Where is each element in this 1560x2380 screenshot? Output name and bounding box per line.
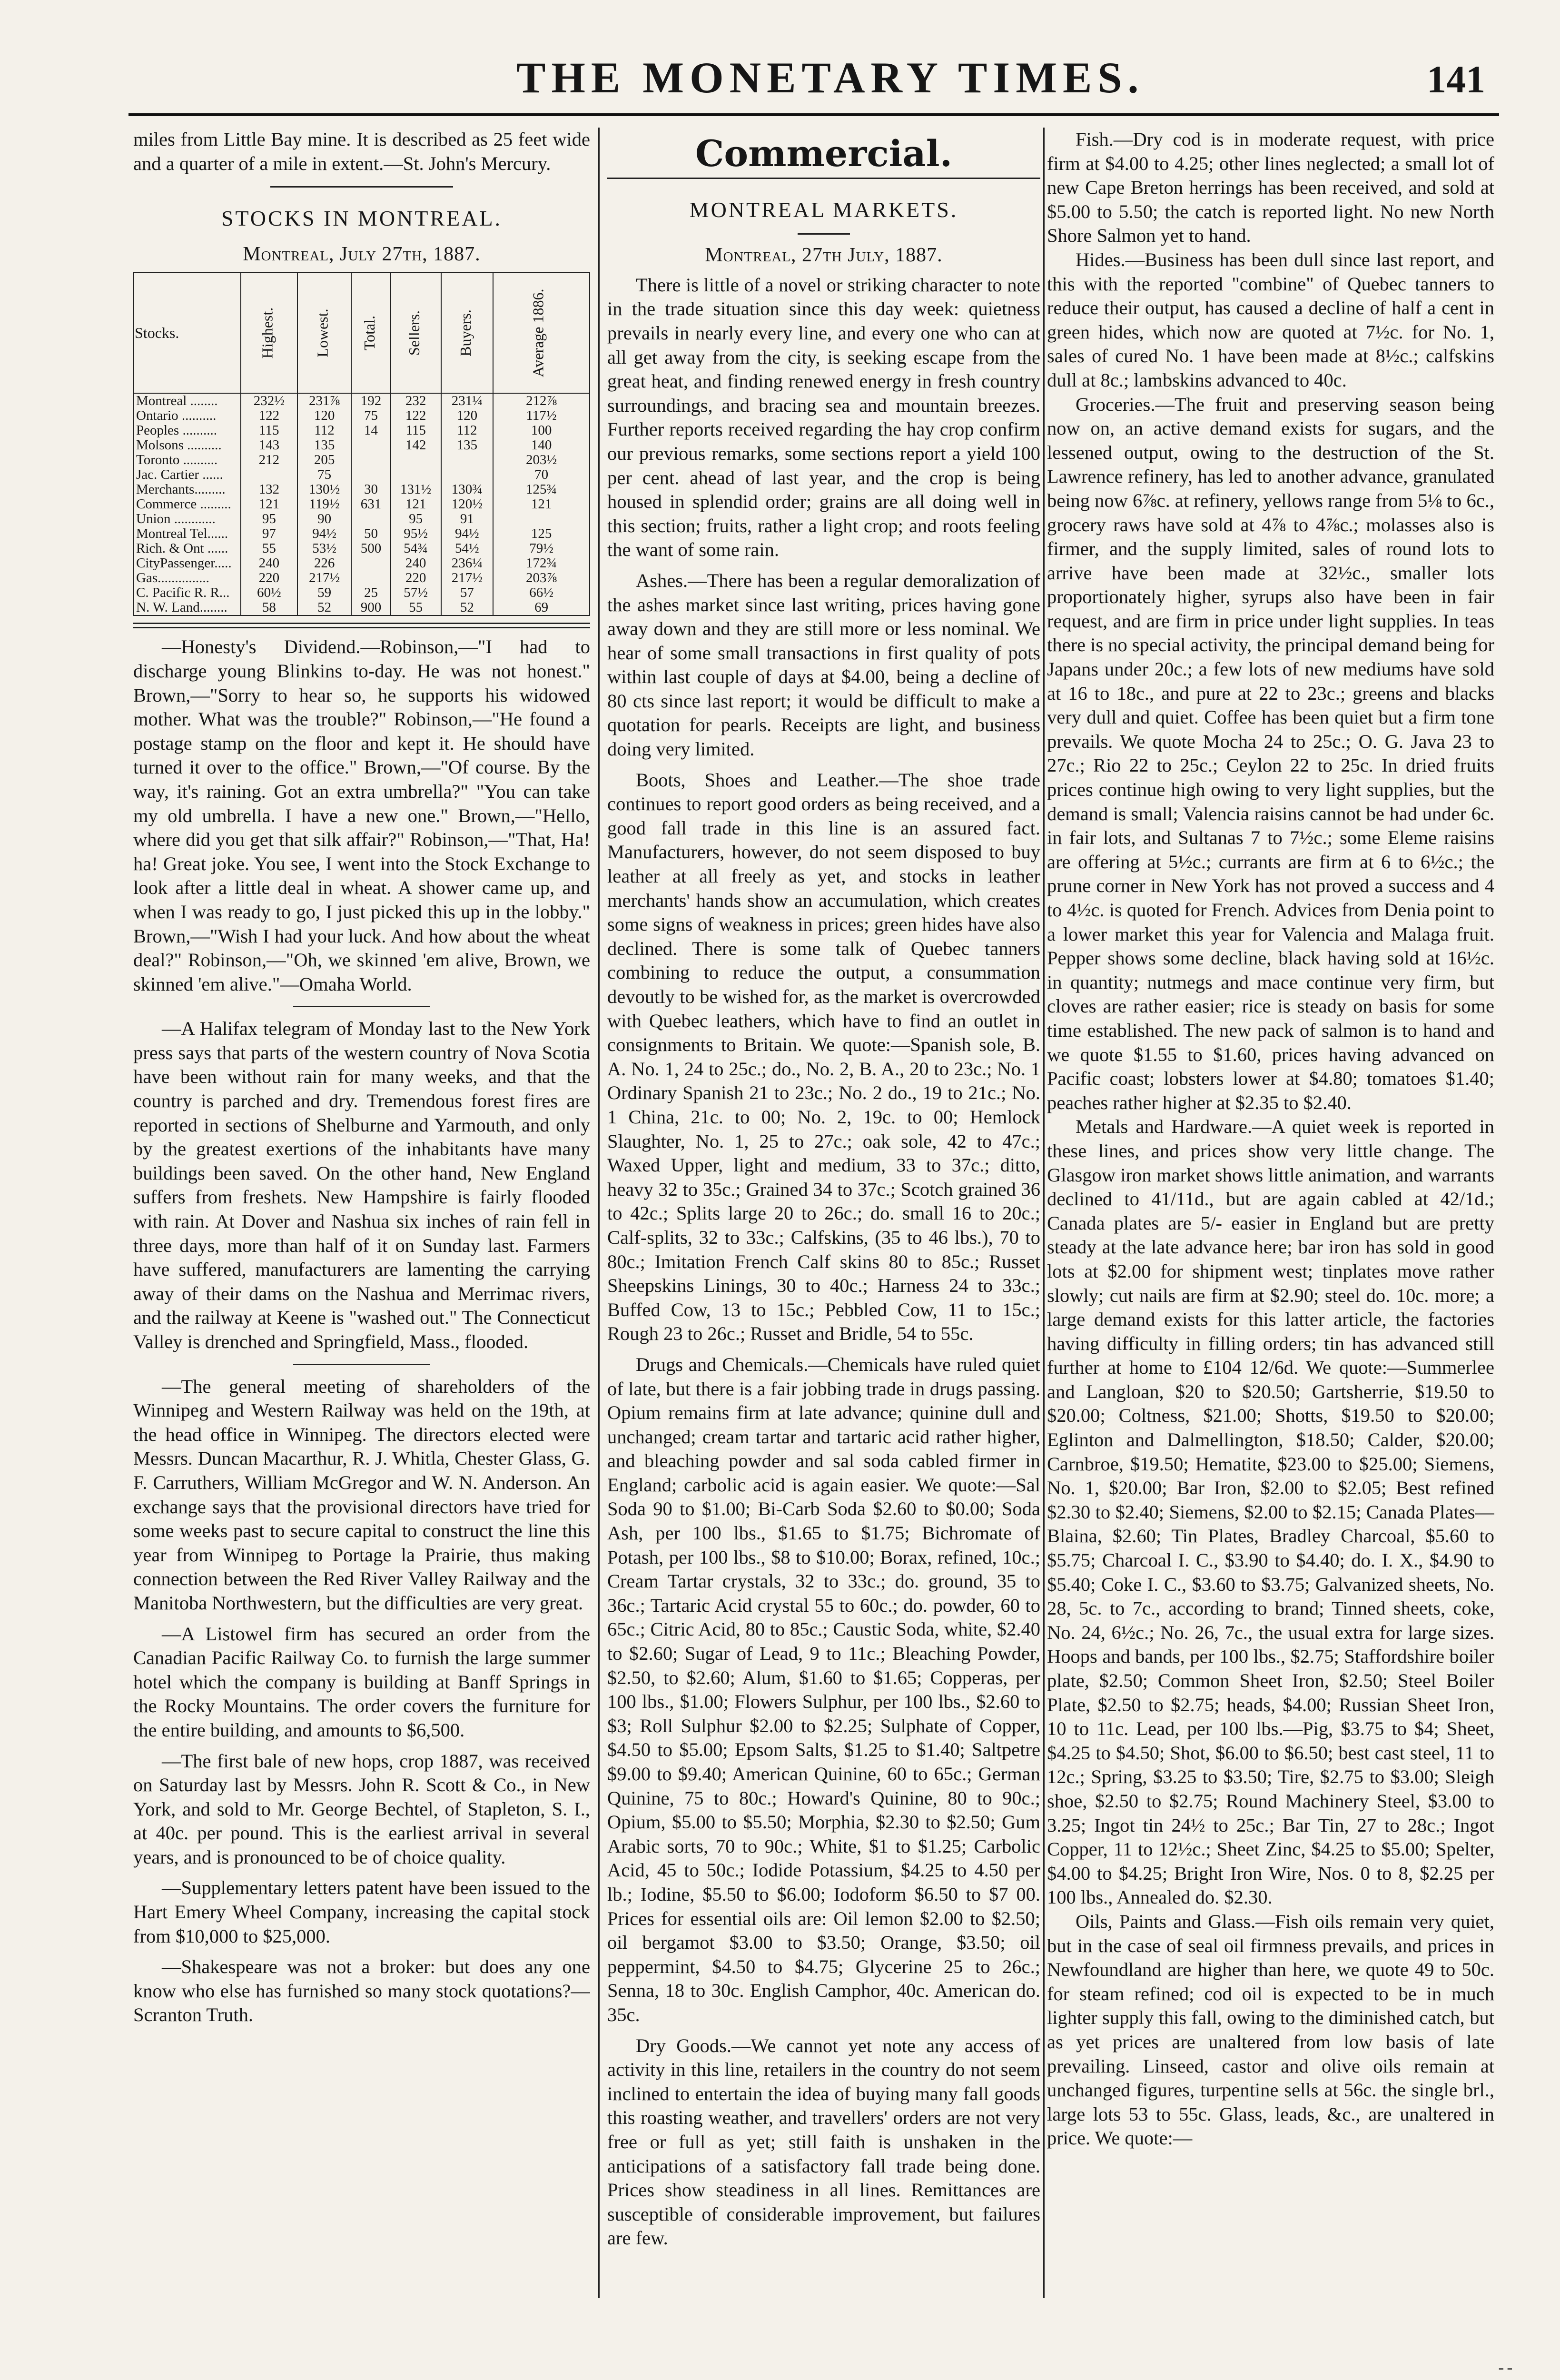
stock-value-cell: 172¾: [493, 556, 590, 571]
table-row: [134, 467, 590, 482]
stock-value-cell: 90: [297, 512, 351, 526]
stock-value-cell: 115: [241, 423, 297, 438]
stock-value-cell: 120½: [441, 497, 494, 512]
stock-value-cell: [391, 453, 441, 467]
stock-value-cell: 203½: [493, 453, 590, 467]
section-title: Commercial.: [695, 132, 953, 175]
stock-value-cell: 132: [241, 482, 297, 497]
divider: [133, 623, 590, 628]
stock-value-cell: 130½: [297, 482, 351, 497]
stock-value-cell: 203⅞: [493, 571, 590, 585]
table-row: [134, 585, 590, 600]
stocks-table-body: [134, 393, 590, 615]
article-fish: Fish.—Dry cod is in moderate request, with price firm at $4.00 to 4.25; other lines neglected; a small lot of new Cape Breton herrings has been received, and sold at $5.00 to 5.50; the catch is reported light. No new North Shore Salmon yet to hand.: [1047, 129, 1494, 247]
stock-value-cell: [351, 571, 391, 585]
header-buyers: Buyers.: [441, 272, 494, 393]
column-3: [1047, 128, 1494, 2298]
table-row: [134, 393, 590, 408]
stock-value-cell: [391, 467, 441, 482]
stock-value-cell: 54¾: [391, 541, 441, 556]
stock-value-cell: 97: [241, 526, 297, 541]
stock-value-cell: 232½: [241, 393, 297, 408]
stock-value-cell: 192: [351, 393, 391, 408]
table-row: [134, 571, 590, 585]
stock-value-cell: 122: [391, 408, 441, 423]
stock-value-cell: 220: [241, 571, 297, 585]
stock-value-cell: 70: [493, 467, 590, 482]
stock-value-cell: 900: [351, 600, 391, 615]
stock-value-cell: [441, 467, 494, 482]
stock-value-cell: 95½: [391, 526, 441, 541]
stock-name-cell: Rich. & Ont ......: [134, 541, 241, 556]
stock-value-cell: 117½: [493, 408, 590, 423]
masthead: [0, 52, 1560, 105]
table-row: [134, 556, 590, 571]
stock-value-cell: 54½: [441, 541, 494, 556]
article-hides: Hides.—Business has been dull since last report, and this with the reported "combine" of Quebec tanners to reduce their output, has caused a decline of half a cent in green hides, which now are quoted at 7½c. for No. 1, sales of cured No. 1 have been made at 8½c.; calfskins dull at 8c.; lambskins advanced to 40c.: [1047, 248, 1494, 391]
article-ashes: Ashes.—There has been a regular demoralization of the ashes market since last writing, prices having gone away down and they are still more or less nominal. We hear of some small transactions in first quality of pots within last couple of days at $4.00, being a decline of 80 cts since last report; it would be difficult to make a quotation for pearls. Receipts are light, and business doing very limited.: [607, 569, 1040, 760]
stock-value-cell: 53½: [297, 541, 351, 556]
article-boots: Boots, Shoes and Leather.—The shoe trade continues to report good orders as being received, and a good fall trade in this line is an assured fact. Manufacturers, however, do not seem disposed to buy leather at all freely as yet, and stocks in leather merchants' hands show an accumulation, which creates some signs of weakness in prices; green hides have also declined. There is some talk of Quebec tanners combining to reduce the output, a consummation devoutly to be wished for, as the market is overcrowded with Quebec leathers, which have to find an outlet in consignments to Britain. We quote:—Spanish sole, B. A. No. 1, 24 to 25c.; do., No. 2, B. A., 20 to 23c.; No. 1 Ordinary Spanish 21 to 23c.; No. 2 do., 19 to 21c.; No. 1 China, 21c. to 00; No. 2, 19c. to 00; Hemlock Slaughter, No. 1, 25 to 27c.; oak sole, 42 to 47c.; Waxed Upper, light and medium, 33 to 37c.; ditto, heavy 32 to 35c.; Grained 34 to 37c.; Scotch grained 36 to 42c.; Splits large 20 to 26c.; do. small 16 to 20c.; Calf-splits, 32 to 33c.; Calfskins, (35 to 46 lbs.), 70 to 80c.; Imitation French Calf skins 80 to 85c.; Russet Sheepskins Linings, 30 to 40c.; Harness 24 to 33c.; Buffed Cow, 13 to 15c.; Pebbled Cow, 11 to 15c.; Rough 23 to 26c.; Russet and Bridle, 54 to 55c.: [607, 769, 1040, 1345]
table-row: [134, 600, 590, 615]
stock-value-cell: 91: [441, 512, 494, 526]
stock-value-cell: 60½: [241, 585, 297, 600]
stock-value-cell: 121: [241, 497, 297, 512]
header-total: Total.: [351, 272, 391, 393]
stock-value-cell: 143: [241, 438, 297, 453]
table-row: [134, 453, 590, 467]
stock-value-cell: 240: [241, 556, 297, 571]
stock-value-cell: 100: [493, 423, 590, 438]
stock-value-cell: 55: [241, 541, 297, 556]
stock-value-cell: 631: [351, 497, 391, 512]
stock-value-cell: 140: [493, 438, 590, 453]
table-row: [134, 526, 590, 541]
stock-value-cell: 75: [297, 467, 351, 482]
stocks-date: Montreal, July 27th, 1887.: [243, 243, 481, 265]
stock-value-cell: 121: [493, 497, 590, 512]
table-row: [134, 438, 590, 453]
stock-name-cell: CityPassenger.....: [134, 556, 241, 571]
stock-name-cell: Commerce .........: [134, 497, 241, 512]
stock-value-cell: 121: [391, 497, 441, 512]
stock-value-cell: 52: [297, 600, 351, 615]
newspaper-title: THE MONETARY TIMES.: [516, 53, 1145, 102]
article-listowel: —A Listowel firm has secured an order from the Canadian Pacific Railway Co. to furnish the large summer hotel which the company is building at Banff Springs in the Rocky Mountains. The order covers the furniture for the entire building, and amounts to $6,500.: [133, 1623, 590, 1741]
stock-value-cell: 30: [351, 482, 391, 497]
divider: [607, 178, 1040, 179]
stock-value-cell: 205: [297, 453, 351, 467]
stock-value-cell: 130¾: [441, 482, 494, 497]
stock-value-cell: 131½: [391, 482, 441, 497]
stock-value-cell: 52: [441, 600, 494, 615]
header-sellers: Sellers.: [391, 272, 441, 393]
stock-value-cell: 212⅞: [493, 393, 590, 408]
stock-name-cell: Ontario ..........: [134, 408, 241, 423]
stock-value-cell: 66½: [493, 585, 590, 600]
stock-name-cell: Montreal ........: [134, 393, 241, 408]
stock-value-cell: 220: [391, 571, 441, 585]
article-oils: Oils, Paints and Glass.—Fish oils remain very quiet, but in the case of seal oil firmness prevails, and prices in Newfoundland are higher than here, we quote 49 to 50c. for steam refined; cod oil is expected to be in much lighter supply this fall, owing to the diminished catch, but as yet prices are unaltered from low basis of late prevailing. Linseed, castor and olive oils remain at unchanged figures, turpentine sells at 56c. the single brl., large lots 53 to 55c. Glass, leads, &c., are unaltered in price. We quote:—: [1047, 1910, 1494, 2149]
stock-value-cell: 115: [391, 423, 441, 438]
divider: [293, 1364, 430, 1365]
stock-value-cell: 79½: [493, 541, 590, 556]
stock-value-cell: 231⅞: [297, 393, 351, 408]
article-groceries: Groceries.—The fruit and preserving season being now on, an active demand exists for sugars, and the lessened output, owing to the destruction of the St. Lawrence refinery, has led to another advance, granulated being now 6⅞c. at refinery, yellows range from 5⅛ to 6c., grocery raws have sold at 4⅞ to 4⅞c.; molasses also is firmer, and the supply limited, sales of round lots to arrive have been made at 32½c., smaller lots proportionately higher, syrups also have been in fair request, and are firm in price under light supplies. In teas there is no special activity, the principal demand being for Japans under 20c.; a few lots of new mediums have sold at 16 to 18c., and pure at 22 to 23c.; greens and blacks very dull and quiet. Coffee has been quiet but a firm tone prevails. We quote Mocha 24 to 25c.; O. G. Java 23 to 27c.; Rio 22 to 25c.; Ceylon 22 to 25c. In dried fruits prices continue high owing to very light supplies, but the demand is small; Valencia raisins cannot be had under 6c. in fair lots, and Sultanas 7 to 7½c.; some Eleme raisins are offering at 5½c.; currants are firm at 6 to 6½c.; the prune corner in New York has not proved a success and 4 to 4½c. is quoted for French. Advices from Denia point to a lower market this year for Valencia and Malaga fruit. Pepper shows some decline, black having sold at 16½c. in quantity; nutmegs and mace continue very firm, but cloves are rather easier; rice is steady on basis for some time established. The new pack of salmon is to hand and we quote $1.55 to $1.60, prices having advanced on Pacific coast; lobsters lower at $4.80; tomatoes $1.40; peaches rather higher at $2.35 to $2.40.: [1047, 393, 1494, 1113]
stock-value-cell: [241, 467, 297, 482]
stock-value-cell: [351, 453, 391, 467]
divider: [798, 233, 849, 235]
article-dry-goods: Dry Goods.—We cannot yet note any access of activity in this line, retailers in the country do not seem inclined to entertain the idea of buying many fall goods this roasting weather, and travellers' orders are not very free or full as yet; still faith is unshaken in the anticipations of a satisfactory fall trade being done. Prices show steadiness in all lines. Remittances are susceptible of considerable improvement, but failures are few.: [607, 2034, 1040, 2249]
header-average: Average 1886.: [493, 272, 590, 393]
stocks-heading: STOCKS IN MONTREAL.: [221, 206, 503, 231]
stock-value-cell: 119½: [297, 497, 351, 512]
stock-value-cell: 25: [351, 585, 391, 600]
table-row: [134, 423, 590, 438]
stocks-table-header: [134, 272, 590, 393]
stock-value-cell: 120: [441, 408, 494, 423]
header-highest: Highest.: [241, 272, 297, 393]
stock-value-cell: [351, 556, 391, 571]
stock-value-cell: 55: [391, 600, 441, 615]
stock-value-cell: 217½: [297, 571, 351, 585]
stock-value-cell: 59: [297, 585, 351, 600]
table-row: [134, 482, 590, 497]
table-row: [134, 512, 590, 526]
divider: [293, 1006, 430, 1007]
stock-name-cell: Merchants.........: [134, 482, 241, 497]
column-divider: [598, 128, 600, 2298]
stock-value-cell: 50: [351, 526, 391, 541]
header-lowest: Lowest.: [297, 272, 351, 393]
stock-value-cell: 57: [441, 585, 494, 600]
stock-value-cell: [441, 453, 494, 467]
page-number: 141: [1427, 58, 1485, 101]
stock-value-cell: [351, 467, 391, 482]
stock-name-cell: C. Pacific R. R...: [134, 585, 241, 600]
stock-value-cell: [493, 512, 590, 526]
divider: [270, 186, 453, 188]
stock-value-cell: 95: [391, 512, 441, 526]
stock-name-cell: Montreal Tel......: [134, 526, 241, 541]
stock-value-cell: 14: [351, 423, 391, 438]
article-honesty: —Honesty's Dividend.—Robinson,—"I had to discharge young Blinkins to-day. He was not honest." Brown,—"Sorry to hear so, he supports his widowed mother. What was the trouble?" Robinson,—"He found a postage stamp on the floor and kept it. He should have turned it over to the office." Brown,—"Of course. By the way, it's raining. Got an extra umbrella?" "You can take my old umbrella. I have a new one." Brown,—"Hello, where did you get that silk affair?" Robinson,—"That, Ha! ha! Great joke. You see, I went into the Stock Exchange to look after a little deal in wheat. A shower came up, and when I was ready to go, I just picked this up in the lobby." Brown,—"Wish I had your luck. And how about the wheat deal?" Robinson,—"Oh, we skinned 'em alive, Brown, we skinned 'em alive."—Omaha World.: [133, 636, 590, 995]
article-shakespeare: —Shakespeare was not a broker: but does any one know who else has furnished so many stock quotations?—Scranton Truth.: [133, 1956, 590, 2026]
stock-name-cell: N. W. Land........: [134, 600, 241, 615]
stock-value-cell: 217½: [441, 571, 494, 585]
stock-value-cell: 135: [297, 438, 351, 453]
stock-value-cell: 236¼: [441, 556, 494, 571]
stock-value-cell: 69: [493, 600, 590, 615]
header-rule: [128, 113, 1499, 116]
stock-value-cell: 122: [241, 408, 297, 423]
stock-value-cell: 112: [297, 423, 351, 438]
stock-value-cell: 135: [441, 438, 494, 453]
stock-value-cell: 112: [441, 423, 494, 438]
article-hops: —The first bale of new hops, crop 1887, was received on Saturday last by Messrs. John R. Scott & Co., in New York, and sold to Mr. George Bechtel, of Stapleton, S. I., at 40c. per pound. This is the earliest arrival in several years, and is pronounced to be of choice quality.: [133, 1750, 590, 1868]
stock-value-cell: 226: [297, 556, 351, 571]
article-drugs: Drugs and Chemicals.—Chemicals have ruled quiet of late, but there is a fair jobbing trade in drugs passing. Opium remains firm at late advance; quinine dull and unchanged; cream tartar and tartaric acid rather higher, and bleaching powder and sal soda cabled firmer in England; carbolic acid is again easier. We quote:—Sal Soda 90 to $1.00; Bi-Carb Soda $2.60 to $0.00; Soda Ash, per 100 lbs., $1.65 to $1.75; Bichromate of Potash, per 100 lbs., $8 to $10.00; Borax, refined, 10c.; Cream Tartar crystals, 32 to 33c.; do. ground, 35 to 36c.; Tartaric Acid crystal 55 to 60c.; do. powder, 60 to 65c.; Citric Acid, 80 to 85c.; Caustic Soda, white, $2.40 to $2.60; Sugar of Lead, 9 to 11c.; Bleaching Powder, $2.50, to $2.60; Alum, $1.60 to $1.65; Copperas, per 100 lbs., $1.00; Flowers Sulphur, per 100 lbs., $2.60 to $3; Roll Sulphur $2.00 to $2.25; Sulphate of Copper, $4.50 to $5.00; Epsom Salts, $1.25 to $1.40; Saltpetre $9.00 to $9.40; American Quinine, 60 to 65c.; German Quinine, 75 to 80c.; Howard's Quinine, 80 to 90c.; Opium, $5.00 to $5.50; Morphia, $2.30 to $2.50; Gum Arabic sorts, 70 to 90c.; White, $1 to $1.25; Carbolic Acid, 45 to 50c.; Iodide Potassium, $4.25 to 4.50 per lb.; Iodine, $5.50 to $6.00; Iodoform $6.50 to $7 00. Prices for essential oils are: Oil lemon $2.00 to $2.50; oil bergamot $3.00 to $3.50; Orange, $3.50; oil peppermint, $4.50 to $4.75; Glycerine 25 to 26c.; Senna, 18 to 30c. English Camphor, 40c. American do. 35c.: [607, 1353, 1040, 2025]
column-divider: [1043, 128, 1045, 2298]
column-2: [607, 128, 1040, 2298]
stock-value-cell: 212: [241, 453, 297, 467]
stock-value-cell: 232: [391, 393, 441, 408]
stock-value-cell: [351, 438, 391, 453]
stock-value-cell: 57½: [391, 585, 441, 600]
table-row: [134, 408, 590, 423]
stock-name-cell: Molsons ..........: [134, 438, 241, 453]
stocks-table: [133, 272, 590, 616]
article-metals: Metals and Hardware.—A quiet week is reported in these lines, and prices show very little change. The Glasgow iron market shows little animation, and warrants declined to 41/11d., but are again cabled at 42/1d.; Canada plates are 5/- easier in England but are pretty steady at the late advance here; bar iron has sold in good lots at $2.00 for shipment west; tinplates move rather slowly; cut nails are firm at $2.90; steel do. 10c. more; a large demand exists for this latter article, the factories having difficulty in filling orders; tin has advanced still further at home to £104 12/6d. We quote:—Summerlee and Langloan, $20 to $20.50; Gartsherrie, $19.50 to $20.00; Coltness, $21.00; Shotts, $19.50 to $20.00; Eglinton and Dalmellington, $18.50; Calder, $20.00; Carnbroe, $19.50; Hematite, $23.00 to $25.00; Siemens, No. 1, $20.00; Bar Iron, $2.00 to $2.05; Best refined $2.30 to $2.40; Siemens, $2.00 to $2.15; Canada Plates—Blaina, $2.60; Tin Plates, Bradley Charcoal, $5.60 to $5.75; Charcoal I. C., $3.90 to $4.40; do. I. X., $4.90 to $5.40; Coke I. C., $3.60 to $3.75; Galvanized sheets, No. 28, 5c. to 7c., according to brand; Tinned sheets, coke, No. 24, 6½c.; No. 26, 7c., the usual extra for large sizes. Hoops and bands, per 100 lbs., $2.75; Staffordshire boiler plate, $2.50; Common Sheet Iron, $2.50; Steel Boiler Plate, $2.50 to $2.75; heads, $4.00; Russian Sheet Iron, 10 to 11c. Lead, per 100 lbs.—Pig, $3.75 to $4; Sheet, $4.25 to $4.50; Shot, $6.00 to $6.50; best cast steel, 11 to 12c.; Spring, $3.25 to $3.50; Tire, $2.75 to $3.00; Sleigh shoe, $2.50 to $2.75; Round Machinery Steel, $3.00 to 3.25; Ingot tin 24½ to 25c.; Bar Tin, 27 to 28c.; Ingot Copper, 11 to 12½c.; Sheet Zinc, $4.25 to $5.00; Spelter, $4.00 to $4.25; Bright Iron Wire, Nos. 0 to 8, $2.25 per 100 lbs., Annealed do. $2.30.: [1047, 1116, 1494, 1908]
stock-name-cell: Gas...............: [134, 571, 241, 585]
stock-value-cell: 94½: [297, 526, 351, 541]
stock-value-cell: 95: [241, 512, 297, 526]
stock-value-cell: 231¼: [441, 393, 494, 408]
article-halifax: —A Halifax telegram of Monday last to the New York press says that parts of the western country of Nova Scotia have been without rain for many weeks, and that the country is parched and dry. Tremendous forest fires are reported in sections of Shelburne and Yarmouth, and only by the greatest exertions of the inhabitants have many buildings been saved. On the other hand, New England suffers from freshets. New Hampshire is fairly flooded with rain. At Dover and Nashua six inches of rain fell in three days, more than half of it on Sunday last. Farmers have suffered, manufacturers are lamenting the carrying away of their dams on the Nashua and Merrimac rivers, and the railway at Keene is "washed out." The Connecticut Valley is drenched and Springfield, Mass., flooded.: [133, 1018, 590, 1352]
table-row: [134, 497, 590, 512]
stock-value-cell: [351, 512, 391, 526]
page-marker-glyph: ╴╴: [1499, 2361, 1517, 2377]
header-stocks: Stocks.: [134, 272, 241, 393]
stock-value-cell: 500: [351, 541, 391, 556]
markets-dateline: Montreal, 27th July, 1887.: [705, 244, 943, 267]
stock-value-cell: 125¾: [493, 482, 590, 497]
stock-value-cell: 120: [297, 408, 351, 423]
stock-value-cell: 94½: [441, 526, 494, 541]
column-1: [133, 128, 590, 2298]
article-continuation: miles from Little Bay mine. It is described as 25 feet wide and a quarter of a mile in extent.—St. John's Mercury.: [133, 129, 590, 174]
stock-value-cell: 240: [391, 556, 441, 571]
article-patent: —Supplementary letters patent have been issued to the Hart Emery Wheel Company, increasing the capital stock from $10,000 to $25,000.: [133, 1877, 590, 1947]
article-intro: There is little of a novel or striking character to note in the trade situation since this day week: quietness prevails in nearly every line, and every one who can at all get away from the city, is seeking escape from the great heat, and finding renewed energy in fresh country surroundings, and bracing sea and mountain breezes. Further reports received regarding the hay crop confirm our previous remarks, some sections report a yield 100 per cent. ahead of last year, and the crop is being housed in splendid order; grains are all doing well in this section; fruits, rather a light crop; and roots feeling the want of some rain.: [607, 274, 1040, 561]
stock-value-cell: 58: [241, 600, 297, 615]
stock-name-cell: Jac. Cartier ......: [134, 467, 241, 482]
stock-name-cell: Toronto ..........: [134, 453, 241, 467]
article-winnipeg: —The general meeting of shareholders of the Winnipeg and Western Railway was held on the 19th, at the head office in Winnipeg. The directors elected were Messrs. Duncan Macarthur, R. J. Whitla, Chester Glass, G. F. Carruthers, William McGregor and W. N. Anderson. An exchange says that the provisional directors have tried for some weeks past to secure capital to construct the line this year from Winnipeg to Portage la Prairie, thus making connection between the Red River Valley Railway and the Manitoba Northwestern, but the difficulties are very great.: [133, 1375, 590, 1614]
stock-value-cell: 142: [391, 438, 441, 453]
stock-name-cell: Peoples ..........: [134, 423, 241, 438]
markets-heading: MONTREAL MARKETS.: [689, 197, 958, 222]
stock-value-cell: 125: [493, 526, 590, 541]
stock-name-cell: Union ............: [134, 512, 241, 526]
stock-value-cell: 75: [351, 408, 391, 423]
table-row: [134, 541, 590, 556]
